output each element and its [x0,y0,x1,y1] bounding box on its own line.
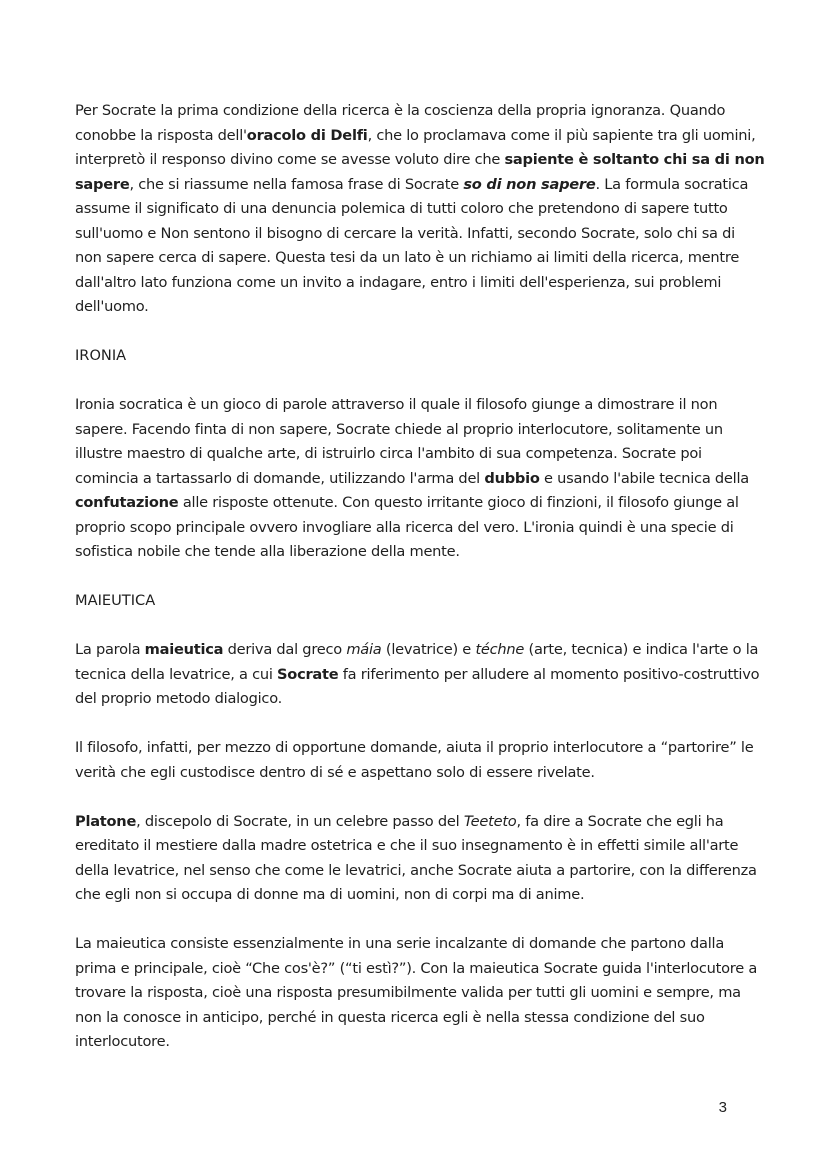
section-heading-ironia: IRONIA [75,347,127,364]
text-run: fa riferimento per alludere al momento positivo-costruttivo del proprio metodo dialogico. [75,665,760,707]
text-run-italic: máia [346,641,382,658]
text-run: Il filosofo, infatti, per mezzo di opportune domande, aiuta il proprio interlocutore a “partorire” le verità che egli custodisce dentro di sé e aspettano solo di essere rivelate. [75,739,754,781]
text-run: deriva dal greco [223,641,347,658]
text-run-bold: sapiente è soltanto chi sa di non sapere [75,151,765,193]
document-body [75,99,765,1055]
text-run: La maieutica consiste essenzialmente in una serie incalzante di domande che partono dalla prima e principale, cioè “Che cos'è?” (“ti estì?”). Con la maieutica Socrate guida l'interlocutore a trovare la risposta, cioè una risposta presumibilmente valida per tutti gli uomini e sempre, ma non la conosce in anticipo, perché in questa ricerca egli è nella stessa condizione del suo interlocutore. [75,935,758,1050]
text-run-italic: téchne [475,641,525,658]
text-run-bold: Platone [75,812,137,830]
paragraph-maieutica-platone [75,810,765,908]
paragraph-ironia [75,393,765,565]
paragraph-maieutica-questions [75,932,765,1055]
text-run: Per Socrate la prima condizione della ricerca è la coscienza della propria ignoranza. Quando conobbe la risposta dell' [75,102,726,144]
text-run-italic: Teeteto [463,812,517,830]
text-run-bold-italic: so di non sapere [463,175,596,193]
page-number: 3 [718,1099,727,1116]
section-heading-maieutica: MAIEUTICA [75,592,156,609]
text-run: (arte, tecnica) e indica l'arte o la tecnica della levatrice, a cui [75,641,759,683]
text-run-bold: maieutica [144,641,224,658]
text-run: La parola [75,641,145,658]
paragraph-intro [75,99,765,320]
text-run: , discepolo di Socrate, in un celebre passo del [136,812,464,830]
text-run: . La formula socratica assume il significato di una denuncia polemica di tutti coloro che pretendono di sapere tutto sull'uomo e Non sentono il bisogno di cercare la verità. Infatti, secondo Socrate, solo chi sa di non sapere cerca di sapere. Questa tesi da un lato è un richiamo ai limiti della ricerca, mentre dall'altro lato funziona come un invito a indagare, entro i limiti dell'esperienza, sui problemi dell'uomo. [75,175,749,315]
text-run-bold: Socrate [277,665,339,683]
text-run: , che lo proclamava come il più sapiente tra gli uomini, interpretò il responso divino come se avesse voluto dire che [75,126,756,168]
text-run: , fa dire a Socrate che egli ha ereditato il mestiere dalla madre ostetrica e che il suo insegnamento è in effetti simile all'arte della levatrice, nel senso che come le levatrici, anche Socrate aiuta a partorire, con la differenza che egli non si occupa di donne ma di uomini, non di corpi ma di anime. [75,812,757,903]
text-run-bold: oracolo di Delfi [246,126,368,144]
text-run-bold: confutazione [75,494,179,511]
text-run: , che si riassume nella famosa frase di Socrate [129,175,464,193]
text-run-bold: dubbio [484,469,540,487]
text-run: Ironia socratica è un gioco di parole attraverso il quale il filosofo giunge a dimostrare il non sapere. Facendo finta di non sapere, Socrate chiede al proprio interlocutore, solitamente un illustre maestro di qualche arte, di istruirlo circa l'ambito di sua competenza. Socrate poi comincia a tartassarlo di domande, utilizzando l'arma del [75,396,723,487]
text-run: e usando l'abile tecnica della [539,469,749,487]
text-run: (levatrice) e [381,641,476,658]
paragraph-maieutica-etymology [75,638,765,712]
text-run: alle risposte ottenute. Con questo irritante gioco di finzioni, il filosofo giunge al proprio scopo principale ovvero invogliare alla ricerca del vero. L'ironia quindi è una specie di sofistica nobile che tende alla liberazione della mente. [75,494,739,560]
paragraph-maieutica-method [75,736,765,785]
